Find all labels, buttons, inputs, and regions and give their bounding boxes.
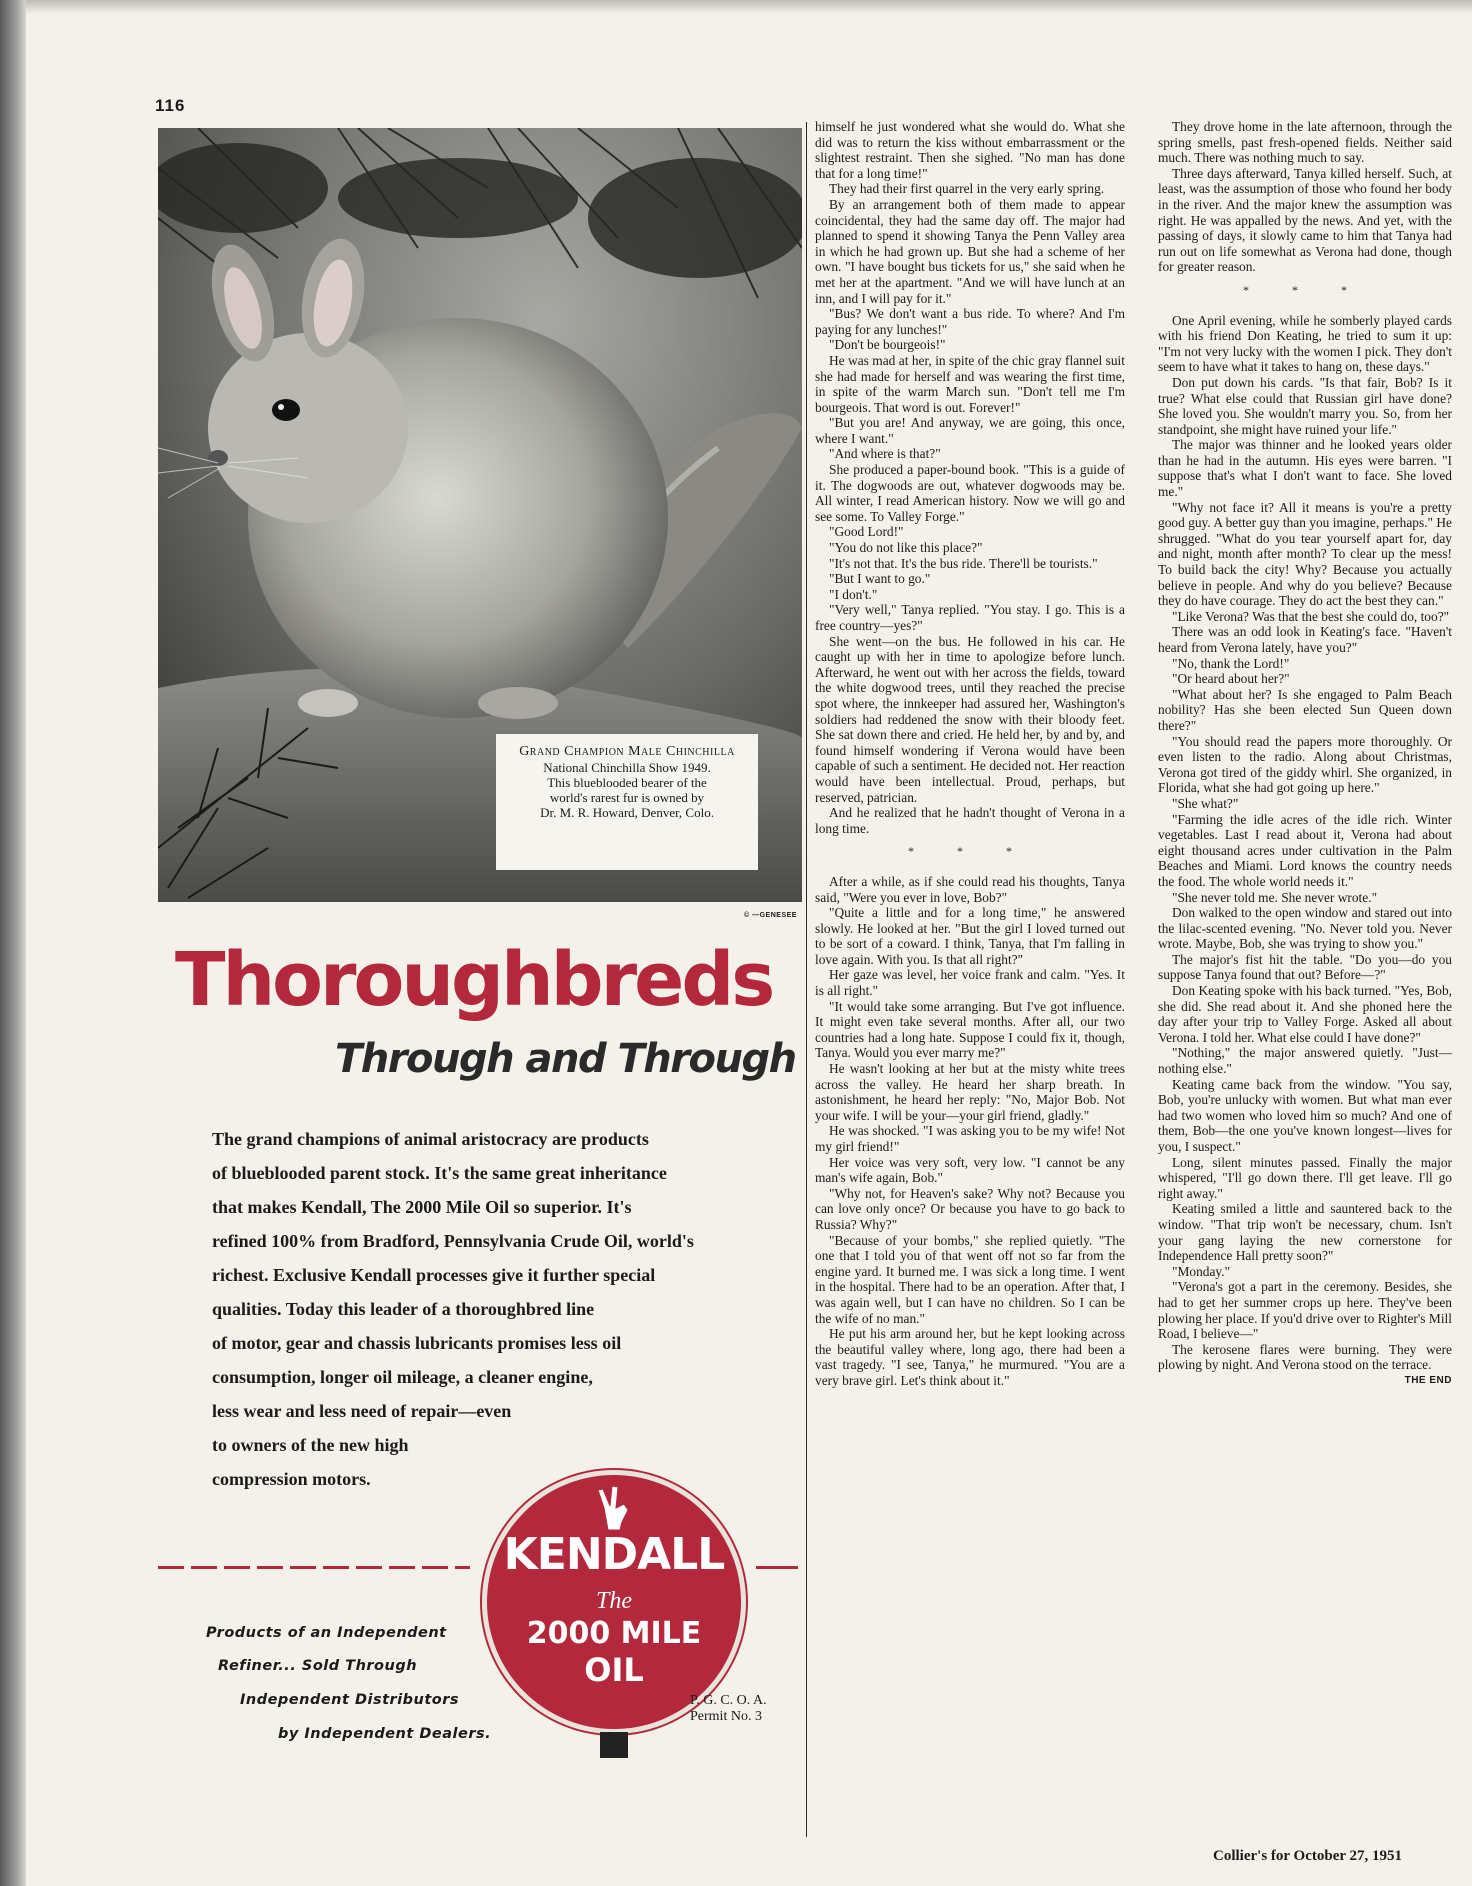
paragraph: "Bus? We don't want a bus ride. To where? And I'm paying for any lunches!" (815, 306, 1125, 337)
paragraph: "I don't." (829, 586, 878, 602)
paragraph: Three days afterward, Tanya killed herself. Such, at least, was the assumption of those who found her body in the river. And the major knew the assumption was right. He was appalled by the news. And yet, with the passing of days, it slowly came to him that Tanya had run out on life somewhat as Verona had done, though for greater reason. (1158, 165, 1452, 275)
photo-credit: © —GENESEE (744, 912, 797, 919)
paragraph: She went—on the bus. He followed in his car. He caught up with her in time to apologize before lunch. Afterward, he went out with her across the fields, toward the white dogwood trees, until they reached the precise spot where, the innkeeper had assured her, Washington's soldiers had reddened the snow with their bloody feet. She sat down there and cried. He held her, by and by, and found himself wondering if Verona would have been capable of such a sentiment. He decided not. Her reaction would have been intellectual. Proud, perhaps, but reserved, patrician. (815, 633, 1125, 805)
paragraph: "Very well," Tanya replied. "You stay. I go. This is a free country—yes?" (815, 602, 1125, 633)
paragraph: He was shocked. "I was asking you to be my wife! Not my girl friend!" (815, 1123, 1125, 1154)
ad-body-line: richest. Exclusive Kendall processes give it further special (212, 1265, 656, 1285)
paragraph: They drove home in the late afternoon, through the spring smells, past fresh-opened fields. Neither said much. There was nothing much to say. (1158, 119, 1452, 166)
ad-tagline-line: Products of an Independent (206, 1625, 447, 1641)
paragraph: After a while, as if she could read his thoughts, Tanya said, "Were you ever in love, Bob?" (815, 873, 1125, 905)
photo-caption (496, 734, 758, 870)
red-rule-right (756, 1566, 798, 1569)
page-top-shadow (26, 0, 1472, 14)
permit-line: P. G. C. O. A. (690, 1693, 767, 1708)
paragraph: Keating came back from the window. "You say, Bob, you're unlucky with women. But what man ever had two women who loved him so much? And one of them, Bob—the one you've known longest—lives for you, I suspect." (1158, 1076, 1452, 1154)
paragraph: "And where is that?" (829, 446, 941, 462)
paragraph: Don walked to the open window and stared out into the lilac-scented evening. "No. Never told you. Never wrote. Maybe, Bob, she was trying to show you." (1158, 905, 1452, 952)
page-footer: Collier's for October 27, 1951 (1213, 1848, 1402, 1864)
ad-body-copy (212, 1122, 772, 1496)
paragraph: "She what?" (1172, 795, 1239, 811)
paragraph: He put his arm around her, but he kept looking across the beautiful valley where, long ago, there had been a vast tragedy. "I see, Tanya," he murmured. "You are a very brave girl. Let's think about it." (815, 1326, 1125, 1388)
ad-body-line: The grand champions of animal aristocracy are products (212, 1129, 649, 1149)
page-binding-edge (0, 0, 26, 1886)
ad-body-line: qualities. Today this leader of a thoroughbred line (212, 1299, 595, 1319)
ad-body-line: consumption, longer oil mileage, a cleaner engine, (212, 1367, 593, 1387)
paragraph: Don put down his cards. "Is that fair, Bob? Is it true? What else could that Russian girl have done? She loved you. She wouldn't marry you. So, from her standpoint, she might have ruined your life." (1158, 374, 1452, 437)
paragraph: Her voice was very soft, very low. "I cannot be any man's wife again, Bob." (815, 1154, 1125, 1186)
paragraph: "Nothing," the major answered quietly. "Just—nothing else." (1158, 1045, 1452, 1077)
paragraph: "Good Lord!" (829, 524, 904, 540)
paragraph: "Why not, for Heaven's sake? Why not? Because you can love only once? Or because you have to go back to Russia? Why?" (815, 1185, 1125, 1232)
caption-title: Grand Champion Male Chinchilla (519, 744, 735, 759)
ad-subhead: Through and Through (335, 1036, 796, 1082)
paragraph: And he realized that he hadn't thought of Verona in a long time. (815, 805, 1125, 836)
paragraph: "Verona's got a part in the ceremony. Besides, she had to get her summer crops up here. They've been plowing her place. If you'd drive over to Righter's Mill Road, I believe—" (1158, 1279, 1452, 1342)
section-break: * * * (908, 844, 1032, 859)
final-paragraph-text: The kerosene flares were burning. They were plowing by night. And Verona stood on the terrace. (1158, 1341, 1452, 1373)
paragraph: "It would take some arranging. But I've got influence. It might even take several months. After all, our two countries had a long hate. Suppose I could fix it, though, Tanya. Would you ever marry me?" (815, 998, 1125, 1061)
ad-body-line: of motor, gear and chassis lubricants promises less oil (212, 1333, 622, 1353)
paragraph: Don Keating spoke with his back turned. "Yes, Bob, she did. She read about it. And she phoned here the day after your trip to Valley Forge. Asked all about Verona. I told her. What else could I have done?" (1158, 983, 1452, 1045)
ad-body-line: refined 100% from Bradford, Pennsylvania Crude Oil, world's (212, 1231, 694, 1251)
caption-line: This blueblooded bearer of the (547, 775, 707, 790)
paragraph: Long, silent minutes passed. Finally the major whispered, "I'll go down there. I'll get leave. I'll go right away." (1158, 1154, 1452, 1201)
story-column-2 (1158, 119, 1452, 1389)
paragraph (1158, 1341, 1452, 1386)
paragraph: One April evening, while he somberly played cards with his friend Don Keating, he tried to sum it up: "I'm not very lucky with the women I pick. They don't seem to have what it takes to hang on, these days." (1158, 312, 1452, 375)
paragraph: There was an odd look in Keating's face. "Haven't heard from Verona lately, have you?" (1158, 624, 1452, 655)
the-end-marker: THE END (1404, 1374, 1452, 1386)
paragraph: He was mad at her, in spite of the chic gray flannel suit she had made for herself and was wearing the first time, in spite of the warm March sun. "Don't tell me I'm bourgeois. That word is out. Forever!" (815, 352, 1125, 415)
paragraph: "But I want to go." (829, 571, 931, 587)
ad-body-line: compression motors. (212, 1469, 371, 1489)
paragraph: "Monday." (1172, 1263, 1231, 1279)
paragraph: She produced a paper-bound book. "This is a guide of it. The dogwoods are out, whatever dogwoods may be. All winter, I read American history. Now we will go and see some. To Valley Forge." (815, 462, 1125, 524)
paragraph: "What about her? Is she engaged to Palm Beach nobility? Has she been elected Sun Queen down there?" (1158, 686, 1452, 733)
story-column-1 (815, 119, 1125, 1389)
paragraph: "Farming the idle acres of the idle rich. Winter vegetables. Last I read about it, Verona had about eight thousand acres under cultivation in the Palm Beaches and Miami. Lord knows the country needs the food. The whole world needs it." (1158, 811, 1452, 889)
ad-tagline-line: by Independent Dealers. (278, 1726, 492, 1742)
paragraph: "Quite a little and for a long time," he answered slowly. He looked at her. "But the girl I loved turned out to be sort of a coward. I think, Tanya, that I'm falling in love again. With you. Is that all right?" (815, 905, 1125, 967)
paragraph: "But you are! And anyway, we are going, this once, where I want." (815, 415, 1125, 446)
ad-headline: Thoroughbreds (175, 937, 773, 1023)
paragraph: The major was thinner and he looked years older than he had in the autumn. His eyes were barren. "I suppose that's what I don't want to face. She loved me." (1158, 437, 1452, 500)
paragraph: "Why not face it? All it means is you're a pretty good guy. A better guy than you imagine, perhaps." He shrugged. "What do you tear yourself apart for, day and night, month after month? To clear up the mess! To build back the city! Why? Because you actually believe in people. And why do you believe? Because they do have courage. They do act the best they can." (1158, 499, 1452, 609)
paragraph: Her gaze was level, her voice frank and calm. "Yes. It is all right." (815, 967, 1125, 999)
logo-oil: OIL (584, 1651, 644, 1689)
paragraph: The major's fist hit the table. "Do you—do you suppose Tanya found that out? Before—?" (1158, 951, 1452, 983)
paragraph: "You do not like this place?" (829, 540, 983, 556)
paragraph: By an arrangement both of them made to appear coincidental, they had the same day off. The major had planned to spend it showing Tanya the Penn Valley area in which he had grown up. But she had a scheme of her own. "I have bought bus tickets for us," she said when he met her at the apartment. "And we will have lunch at an inn, and I will pay for it." (815, 196, 1125, 306)
ad-tagline-line: Independent Distributors (240, 1692, 460, 1708)
postal-permit (690, 1693, 767, 1725)
logo-stand (600, 1732, 628, 1758)
victory-hand-icon (592, 1484, 640, 1532)
ad-tagline-line: Refiner... Sold Through (218, 1658, 418, 1674)
paragraph: "You should read the papers more thoroughly. Or even listen to the radio. Along about Christmas, Verona got tired of the giddy whirl. She organized, in Florida, what she had got going up here." (1158, 733, 1452, 796)
paragraph: himself he just wondered what she would do. What she did was to return the kiss without embarrassment or the slightest restraint. Then she sighed. "No man has done that for a long time!" (815, 119, 1125, 181)
ad-body-line: of blueblooded parent stock. It's the same great inheritance (212, 1163, 667, 1183)
paragraph: They had their first quarrel in the very early spring. (829, 181, 1105, 197)
paragraph: "Like Verona? Was that the best she could do, too?" (1172, 608, 1450, 624)
logo-the: The (596, 1588, 632, 1614)
ad-body-line: to owners of the new high (212, 1435, 409, 1455)
page-number: 116 (155, 96, 186, 115)
paragraph: "It's not that. It's the bus ride. There'll be tourists." (829, 555, 1098, 571)
paragraph: "Because of your bombs," she replied quietly. "The one that I told you of that went off not so far from the engine yard. It burned me. I was sick a long time. I went in the hospital. There had to be an operation. After that, I was again well, but I can have no children. So I can be the wife of no man." (815, 1232, 1125, 1326)
paragraph: "No, thank the Lord!" (1172, 655, 1290, 671)
paragraph: "Don't be bourgeois!" (829, 337, 946, 353)
red-dashed-rule (158, 1566, 470, 1569)
caption-line: National Chinchilla Show 1949. (543, 760, 711, 775)
ad-body-line: less wear and less need of repair—even (212, 1401, 512, 1421)
column-rule (806, 122, 807, 1837)
logo-brand: KENDALL (503, 1529, 725, 1580)
paragraph: Keating smiled a little and sauntered back to the window. "That trip won't be necessary, chum. Isn't your gang laying the new cornerstone for Independence Hall pretty soon?" (1158, 1201, 1452, 1264)
paragraph: He wasn't looking at her but at the misty white trees across the valley. He heard her sharp breath. In astonishment, he heard her reply: "No, Major Bob. Not your wife. I will be your—your girl friend, gladly." (815, 1061, 1125, 1123)
paragraph: "She never told me. She never wrote." (1172, 889, 1378, 905)
logo-mile: 2000 MILE (526, 1616, 702, 1651)
caption-line: world's rarest fur is owned by (549, 790, 705, 805)
caption-line: Dr. M. R. Howard, Denver, Colo. (540, 805, 714, 820)
ad-body-line: that makes Kendall, The 2000 Mile Oil so superior. It's (212, 1197, 632, 1217)
section-break: * * * (1243, 282, 1367, 297)
paragraph: "Or heard about her?" (1172, 671, 1290, 687)
permit-line: Permit No. 3 (690, 1709, 762, 1724)
